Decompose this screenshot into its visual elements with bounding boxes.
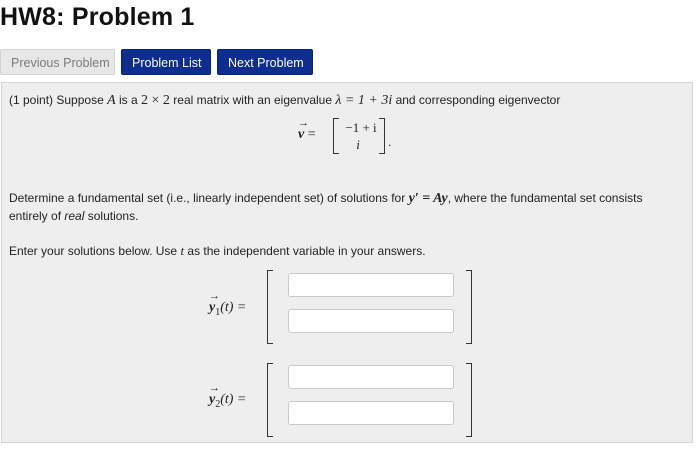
page-title: HW8: Problem 1 [0,3,195,31]
y1-right-bracket [466,270,472,344]
previous-problem-button[interactable]: Previous Problem [0,49,115,75]
right-bracket [379,118,385,154]
y2-subscript: 2 [215,398,221,410]
eigenvector-top-entry: −1 + i [345,120,377,135]
instruction-line [9,243,426,259]
y1-subscript: 1 [215,306,221,318]
instruction-text: as the independent variable in your answers. [187,244,426,258]
problem-panel [1,82,693,443]
y2-symbol: → y [209,392,215,408]
problem-statement-line [9,93,560,109]
y1-symbol: → y [209,300,215,316]
instruction-text: Enter your solutions below. Use [9,244,178,258]
statement-text: entirely of [9,209,62,223]
differential-equation: y′ = Ay [408,191,448,206]
matrix-variable: A [107,93,116,108]
y1-argument: (t) = [220,300,247,315]
y1-label [209,300,246,318]
points-label: (1 point) [9,93,54,107]
y1-left-bracket [267,270,273,344]
statement-text: , where the fundamental set consists [447,191,643,205]
problem-navigation [0,49,313,75]
statement-text: Determine a fundamental set (i.e., linearly independent set) of solutions for [9,191,406,205]
eigenvector-name: → v [298,127,304,143]
eigenvector-bottom-entry: i [356,137,360,152]
statement-text: and corresponding eigenvector [395,93,561,107]
matrix-size: 2 × 2 [141,93,170,108]
statement-text: is a [119,93,138,107]
statement-text: solutions. [87,209,139,223]
y2-argument: (t) = [220,392,247,407]
period: . [388,135,392,149]
y2-right-bracket [466,363,472,437]
independent-variable: t [180,243,185,258]
task-line [9,191,642,207]
next-problem-button[interactable]: Next Problem [217,49,313,75]
statement-text: real matrix with an eigenvalue [173,93,333,107]
y2-label [209,392,246,410]
statement-text: Suppose [56,93,104,107]
y1-component-1-input[interactable] [288,273,454,297]
emphasis-real: real [64,209,85,223]
y2-left-bracket [267,363,273,437]
y1-component-2-input[interactable] [288,309,454,333]
task-line-2 [9,209,138,223]
eigenvector-label: → v = [298,127,316,143]
y2-component-2-input[interactable] [288,401,454,425]
problem-list-button[interactable]: Problem List [121,49,211,75]
y2-component-1-input[interactable] [288,365,454,389]
eigenvalue: λ = 1 + 3i [335,93,393,108]
